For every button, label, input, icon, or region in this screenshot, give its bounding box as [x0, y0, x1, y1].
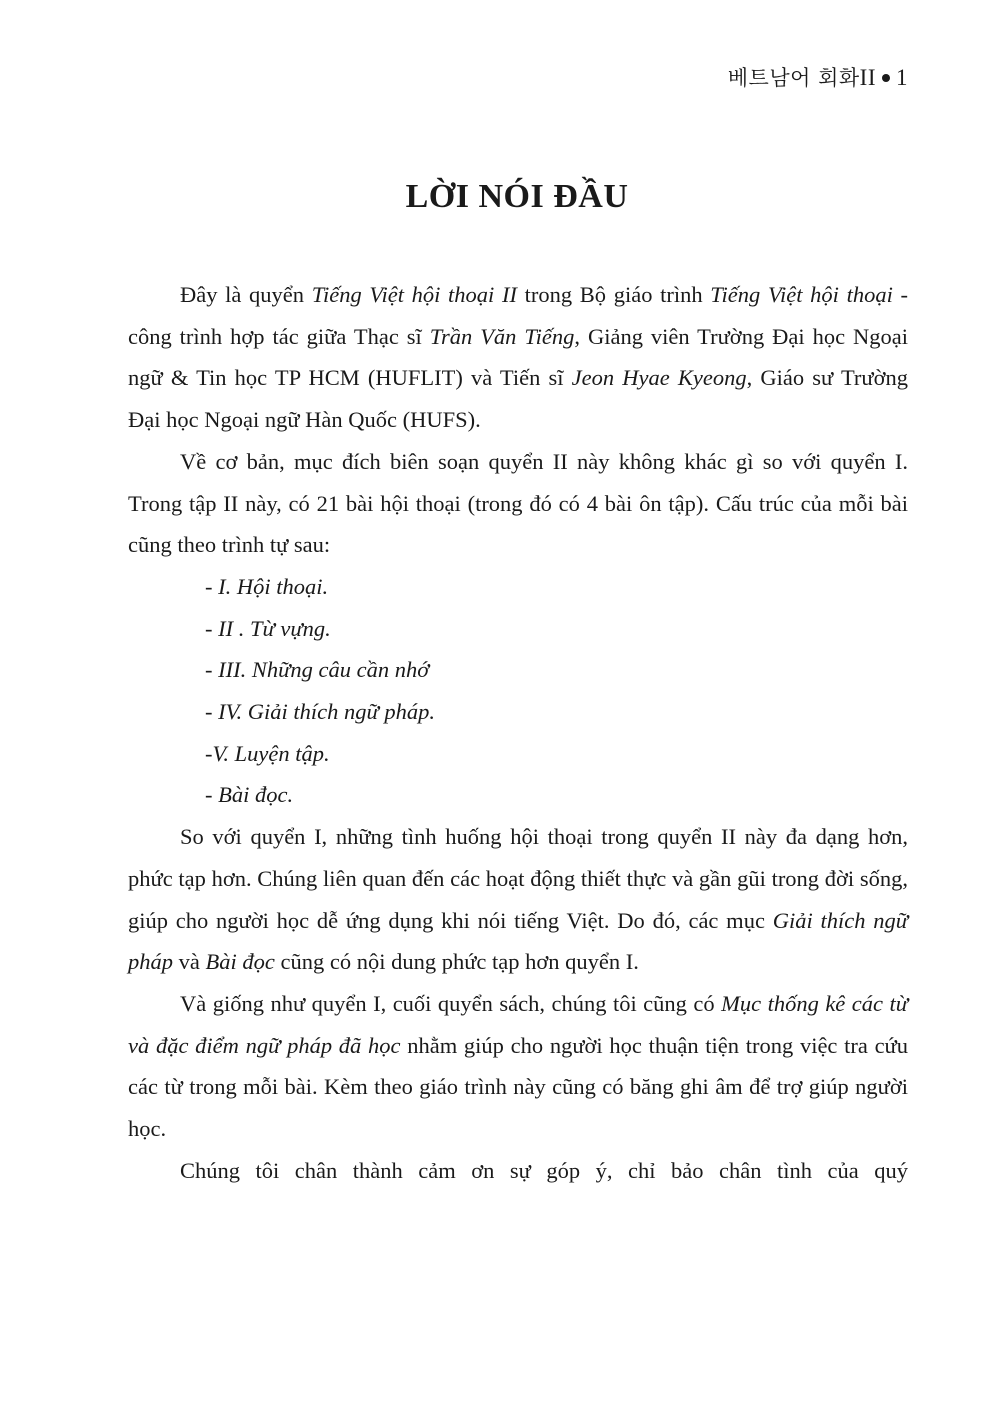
page-title: LỜI NÓI ĐẦU	[405, 178, 629, 215]
bullet-icon	[882, 74, 890, 82]
paragraph-comparison	[128, 816, 908, 983]
paragraph-intro	[128, 274, 908, 441]
document-body	[128, 274, 908, 1191]
author-name-italic: Jeon Hyae Kyeong	[571, 365, 747, 391]
list-item: - I. Hội thoại.	[205, 573, 329, 599]
list-item: - Bài đọc.	[205, 782, 294, 808]
text-span: và	[173, 949, 206, 975]
text-span: cũng có nội dung phức tạp hơn quyển I.	[274, 949, 639, 975]
paragraph-purpose: Về cơ bản, mục đích biên soạn quyển II này không khác gì so với quyển I. Trong tập II này, có 21 bài hội thoại (trong đó có 4 bài ôn tập). Cấu trúc của mỗi bài cũng theo trình tự sau:	[128, 448, 908, 558]
text-span: nhằm giúp cho người học thuận tiện trong việc tra cứu các từ trong mỗi bài. Kèm theo giáo trình này cũng có băng ghi âm để trợ giúp người học.	[128, 1032, 908, 1142]
paragraph-thanks: Chúng tôi chân thành cảm ơn sự góp ý, chỉ bảo chân tình của quý	[180, 1157, 908, 1183]
text-span: - công trình hợp tác giữa Thạc sĩ	[128, 282, 909, 349]
text-span: trong Bộ giáo trình	[516, 282, 711, 307]
text-span: Và giống như quyển I, cuối quyển sách, chúng tôi cũng có	[180, 990, 722, 1016]
section-name-italic: Bài đọc	[205, 949, 275, 975]
text-span: , Giáo sư Trường Đại học Ngoại ngữ Hàn Quốc (HUFS).	[128, 365, 909, 433]
running-header	[728, 62, 908, 92]
series-title-italic: Tiếng Việt hội thoại	[710, 282, 893, 307]
list-item: - II . Từ vựng.	[205, 615, 331, 641]
author-name-italic: Trần Văn Tiếng	[429, 323, 575, 349]
section-name-italic: Mục thống kê các từ và đặc điểm ngữ pháp đã học	[128, 990, 909, 1058]
lesson-structure-list	[128, 566, 908, 816]
text-span: , Giảng viên Trường Đại học Ngoại ngữ & Tin học TP HCM (HUFLIT) và Tiến sĩ	[128, 323, 908, 391]
list-item: - III. Những câu cần nhớ	[205, 657, 430, 683]
book-title-italic: Tiếng Việt hội thoại II	[311, 282, 517, 307]
list-item: - IV. Giải thích ngữ pháp.	[205, 699, 435, 725]
section-name-italic: Giải thích ngữ pháp	[128, 907, 909, 975]
list-item: -V. Luyện tập.	[205, 740, 330, 766]
text-span: So với quyển I, những tình huống hội thoại trong quyển II này đa dạng hơn, phức tạp hơn. Chúng liên quan đến các hoạt động thiết thực và gần gũi trong đời sống, giúp cho người học dễ ứng dụng khi nói tiếng Việt. Do đó, các mục	[128, 824, 908, 933]
text-span: Đây là quyển	[180, 282, 312, 307]
page-number: 1	[896, 65, 908, 90]
header-volume: II	[859, 65, 876, 90]
paragraph-index	[128, 983, 908, 1150]
header-book-title: 베트남어 회화	[727, 66, 860, 90]
